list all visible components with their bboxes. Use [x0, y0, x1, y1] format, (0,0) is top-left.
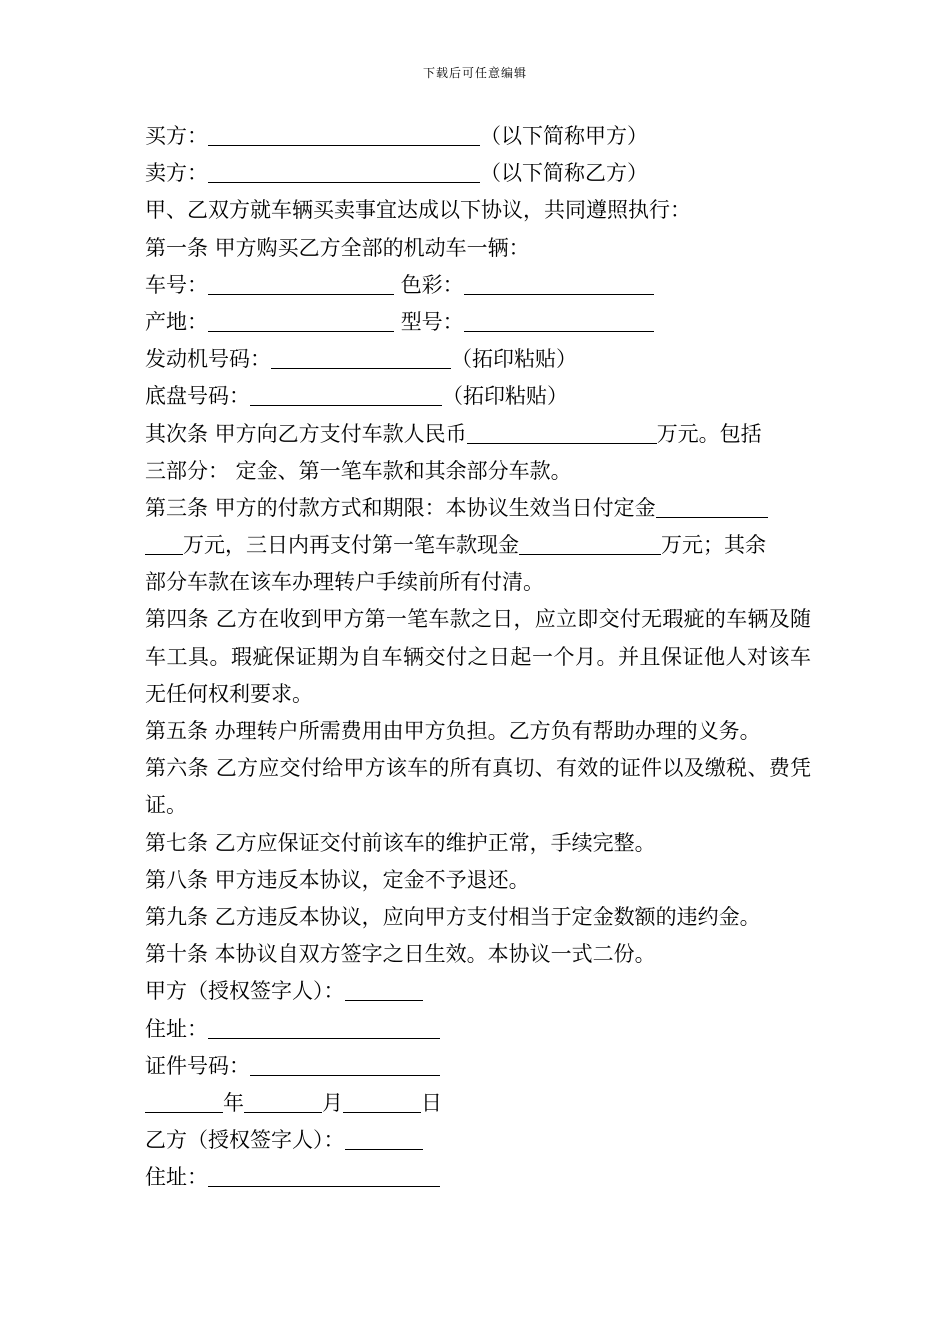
party-a-sign-line	[145, 973, 811, 1010]
plate-color-line	[145, 267, 811, 304]
article-3-text-c: 万元；其余	[661, 533, 766, 558]
color-label: 色彩：	[400, 272, 464, 297]
chassis-label: 底盘号码：	[145, 384, 250, 409]
buyer-line	[145, 118, 811, 155]
article-3-text-b: 万元，三日内再支付第一笔车款现金	[183, 533, 519, 558]
article-7: 第七条 乙方应保证交付前该车的维护正常，手续完整。	[145, 830, 656, 855]
year-blank[interactable]	[145, 1090, 223, 1113]
article-9: 第九条 乙方违反本协议，应向甲方支付相当于定金数额的违约金。	[145, 905, 761, 930]
article-3-line2	[145, 527, 811, 564]
id-label: 证件号码：	[145, 1053, 250, 1078]
intro-line: 甲、乙双方就车辆买卖事宜达成以下协议，共同遵照执行：	[145, 198, 691, 223]
chassis-suffix: （拓印粘贴）	[442, 384, 568, 409]
model-blank[interactable]	[464, 309, 654, 332]
article-10: 第十条 本协议自双方签字之日生效。本协议一式二份。	[145, 942, 656, 967]
party-a-id-blank[interactable]	[250, 1053, 440, 1076]
seller-label: 卖方：	[145, 161, 208, 186]
month-label: 月	[322, 1090, 343, 1115]
article-2-line1	[145, 416, 811, 453]
seller-line	[145, 155, 811, 192]
chassis-line	[145, 378, 811, 415]
deposit-blank-a[interactable]	[656, 495, 768, 518]
model-label: 型号：	[400, 309, 464, 334]
party-b-sign-blank[interactable]	[345, 1127, 423, 1150]
article-8: 第八条 甲方违反本协议，定金不予退还。	[145, 867, 530, 892]
month-blank[interactable]	[244, 1090, 322, 1113]
header-note: 下载后可任意编辑	[422, 66, 527, 80]
article-5: 第五条 办理转户所需费用由甲方负担。乙方负有帮助办理的义务。	[145, 719, 761, 744]
article-3-text-a: 第三条 甲方的付款方式和期限：本协议生效当日付定金	[145, 495, 656, 520]
article-1: 第一条 甲方购买乙方全部的机动车一辆：	[145, 235, 530, 260]
party-a-sign-blank[interactable]	[345, 978, 423, 1001]
party-b-sign-line	[145, 1122, 811, 1159]
party-a-address-line	[145, 1011, 811, 1048]
address-label-b: 住址：	[145, 1165, 208, 1190]
origin-label: 产地：	[145, 309, 208, 334]
article-4: 第四条 乙方在收到甲方第一笔车款之日，应立即交付无瑕疵的车辆及随车工具。瑕疵保证期为自车辆交付之日起一个月。并且保证他人对该车无任何权利要求。	[145, 607, 811, 706]
party-a-sign-label: 甲方（授权签字人）：	[145, 979, 345, 1004]
article-2-line2: 三部分： 定金、第一笔车款和其余部分车款。	[145, 458, 572, 483]
day-label: 日	[421, 1090, 442, 1115]
engine-blank[interactable]	[271, 346, 451, 369]
party-b-sign-label: 乙方（授权签字人）：	[145, 1128, 345, 1153]
article-3-line1	[145, 490, 811, 527]
address-label: 住址：	[145, 1016, 208, 1041]
seller-suffix: （以下简称乙方）	[480, 161, 648, 186]
engine-suffix: （拓印粘贴）	[451, 347, 577, 372]
deposit-blank-b[interactable]	[145, 532, 183, 555]
origin-blank[interactable]	[208, 309, 394, 332]
price-blank[interactable]	[467, 421, 657, 444]
date-line	[145, 1085, 811, 1122]
buyer-name-blank[interactable]	[208, 123, 480, 146]
engine-line	[145, 341, 811, 378]
article-3-line3: 部分车款在该车办理转户手续前所有付清。	[145, 570, 544, 595]
first-payment-blank[interactable]	[519, 532, 661, 555]
party-a-id-line	[145, 1048, 811, 1085]
article-6: 第六条 乙方应交付给甲方该车的所有真切、有效的证件以及缴税、费凭证。	[145, 756, 811, 818]
color-blank[interactable]	[464, 272, 654, 295]
party-a-address-blank[interactable]	[208, 1016, 440, 1039]
origin-model-line	[145, 304, 811, 341]
day-blank[interactable]	[343, 1090, 421, 1113]
party-b-address-blank[interactable]	[208, 1164, 440, 1187]
contract-body	[145, 118, 811, 1197]
article-2-text-b: 万元。包括	[656, 421, 762, 446]
engine-label: 发动机号码：	[145, 347, 271, 372]
year-label: 年	[223, 1090, 244, 1115]
plate-label: 车号：	[145, 272, 208, 297]
chassis-blank[interactable]	[250, 383, 442, 406]
seller-name-blank[interactable]	[208, 160, 480, 183]
plate-blank[interactable]	[208, 272, 394, 295]
article-2-text-a: 其次条 甲方向乙方支付车款人民币	[145, 421, 467, 446]
buyer-suffix: （以下简称甲方）	[480, 124, 648, 148]
buyer-label: 买方：	[145, 124, 208, 148]
party-b-address-line	[145, 1159, 811, 1196]
